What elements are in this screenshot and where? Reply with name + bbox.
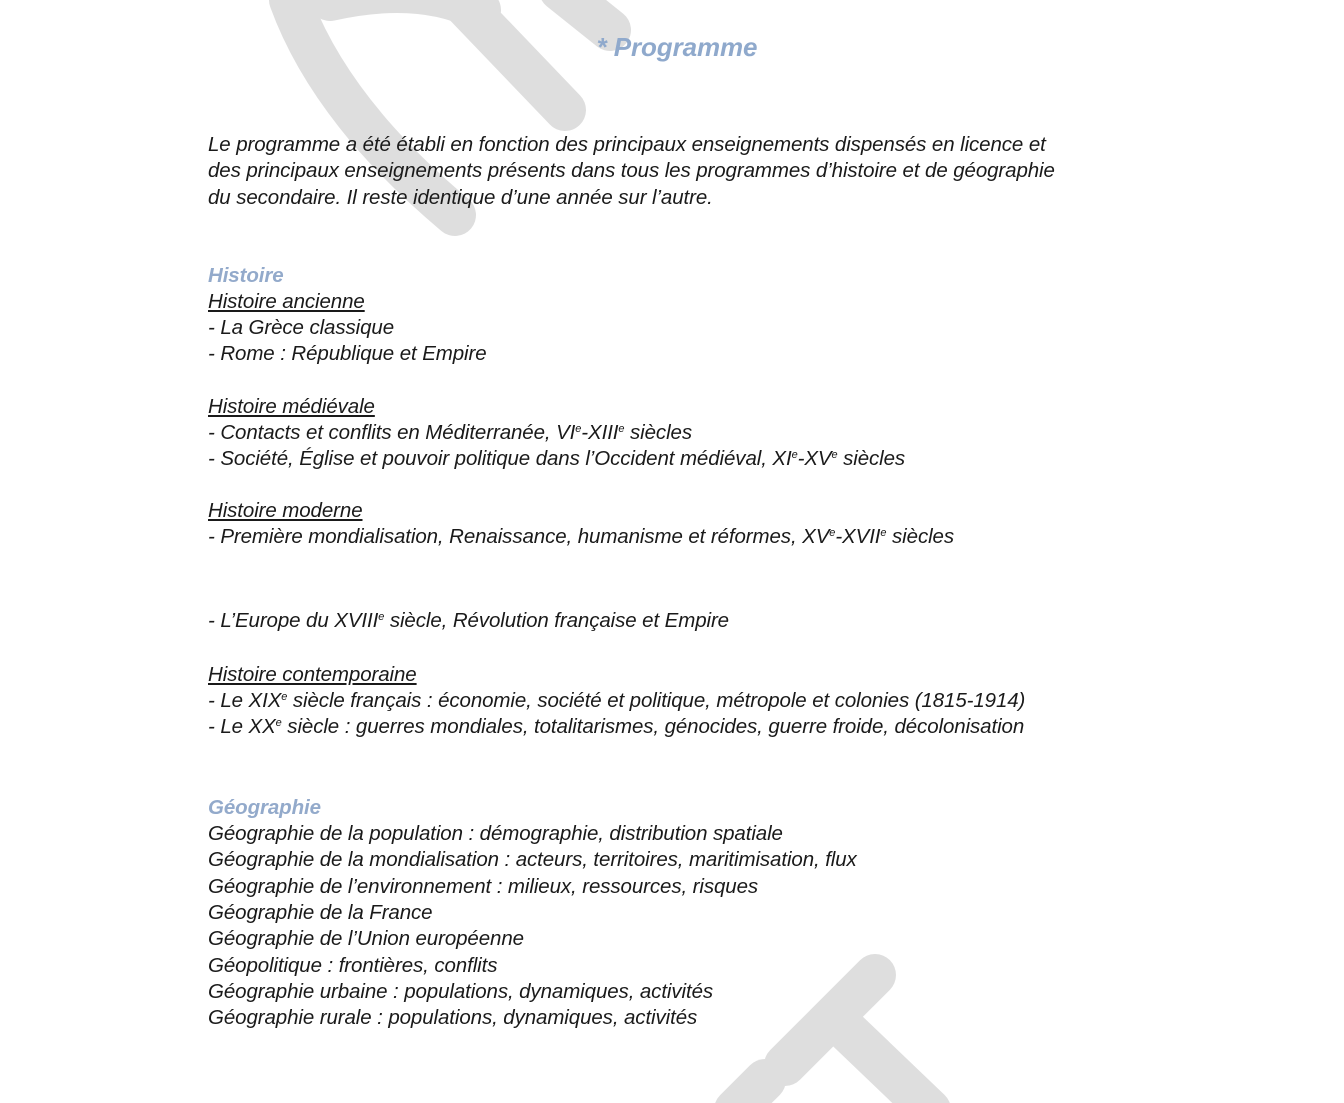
section-heading-geographie: Géographie — [208, 796, 321, 819]
list-item — [208, 341, 487, 367]
text-segment: Géographie rurale : populations, dynamiques, activités — [208, 1006, 698, 1030]
superscript: e — [791, 449, 798, 462]
watermark-letter-stroke — [560, 0, 610, 30]
text-segment: Géographie de la France — [208, 900, 433, 924]
list-item — [208, 688, 1025, 714]
list-item — [208, 979, 713, 1005]
list-item — [208, 524, 954, 550]
list-item — [208, 315, 394, 341]
list-item — [208, 821, 783, 847]
intro-paragraph-line: des principaux enseignements présents dans tous les programmes d’histoire et de géographie — [208, 159, 1055, 183]
text-segment: Géographie de la population : démographie, distribution spatiale — [208, 822, 783, 845]
text-segment: siècle, Révolution française et Empire — [384, 609, 729, 632]
superscript: e — [618, 423, 625, 435]
text-segment: -XV — [797, 447, 832, 471]
text-segment: Géographie urbaine : populations, dynamiques, activités — [208, 979, 714, 1003]
text-segment: - La Grèce classique — [208, 316, 395, 339]
text-segment: Géographie de la mondialisation : acteurs, territoires, maritimisation, flux — [208, 848, 857, 872]
superscript: e — [575, 423, 582, 435]
list-item — [208, 446, 905, 472]
watermark-letter-stroke — [785, 975, 875, 1065]
list-item — [208, 1005, 697, 1031]
text-segment: siècles — [886, 525, 954, 548]
watermark-letter-stroke — [735, 1080, 765, 1103]
text-segment: - Contacts et conflits en Méditerranée, VI — [208, 421, 576, 444]
text-segment: siècle : guerres mondiales, totalitarismes, génocides, guerre froide, décolonisation — [281, 715, 1025, 739]
list-item — [208, 608, 729, 634]
list-item — [208, 714, 1024, 740]
text-segment: Géopolitique : frontières, conflits — [208, 953, 498, 977]
list-item — [208, 847, 857, 873]
text-segment: - Rome : République et Empire — [208, 342, 487, 366]
page-title: * Programme — [596, 32, 758, 62]
text-segment: - Le XX — [208, 715, 276, 739]
superscript: e — [281, 691, 288, 703]
list-item — [208, 420, 692, 446]
list-item — [208, 900, 432, 926]
subheading-histoire-medievale: Histoire médiévale — [208, 395, 375, 418]
text-segment: - L’Europe du XVIII — [208, 609, 379, 632]
text-segment: -XIII — [581, 421, 619, 444]
subheading-histoire-moderne: Histoire moderne — [208, 499, 363, 522]
text-segment: - Le XIX — [208, 689, 282, 712]
text-segment: -XVII — [835, 525, 881, 548]
list-item — [208, 874, 758, 900]
list-item — [208, 926, 524, 952]
superscript: e — [275, 717, 282, 730]
section-heading-histoire: Histoire — [208, 264, 284, 287]
superscript: e — [880, 527, 887, 539]
text-segment: - Société, Église et pouvoir politique dans l’Occident médiéval, XI — [208, 447, 792, 471]
text-segment: siècles — [624, 421, 692, 444]
intro-paragraph-line: du secondaire. Il reste identique d’une année sur l’autre. — [208, 185, 713, 209]
intro-paragraph-line: Le programme a été établi en fonction des principaux enseignements dispensés en licence et — [208, 133, 1046, 156]
superscript: e — [831, 449, 838, 462]
superscript: e — [378, 611, 385, 623]
text-segment: siècle français : économie, société et politique, métropole et colonies (1815-1914) — [287, 689, 1026, 712]
superscript: e — [829, 527, 836, 539]
text-segment: Géographie de l’environnement : milieux, ressources, risques — [208, 874, 759, 898]
text-segment: Géographie de l’Union européenne — [208, 927, 524, 951]
text-segment: - Première mondialisation, Renaissance, humanisme et réformes, XV — [208, 525, 830, 548]
text-segment: siècles — [837, 447, 906, 471]
subheading-histoire-contemporaine: Histoire contemporaine — [208, 663, 417, 686]
list-item — [208, 953, 497, 979]
watermark-letter-stroke — [838, 1022, 930, 1103]
watermark-letter-stroke — [330, 0, 480, 10]
subheading-histoire-ancienne: Histoire ancienne — [208, 290, 365, 313]
